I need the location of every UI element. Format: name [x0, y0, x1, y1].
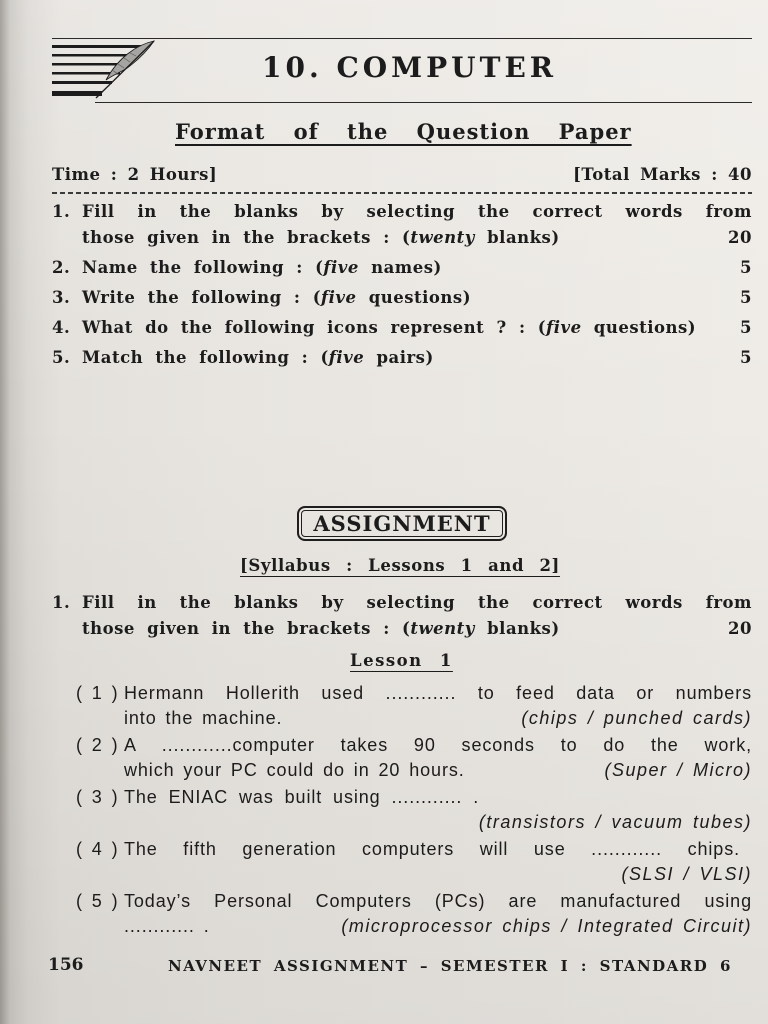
blank-text-line: Hermann Hollerith used ............ to feed data or numbers	[124, 683, 752, 703]
item-emphasis: five	[323, 258, 359, 277]
blank-answer-row	[124, 810, 752, 835]
item-row	[82, 253, 752, 283]
blank-options: (transistors / vacuum tubes)	[478, 812, 752, 832]
blank-answer-row	[124, 706, 752, 731]
item-row	[82, 343, 752, 373]
blank-text-continued: ............ .	[124, 916, 210, 936]
item-text-end: questions)	[356, 288, 472, 307]
format-item	[52, 313, 752, 343]
total-marks-label: [Total Marks : 40	[573, 165, 752, 184]
lesson-heading: Lesson 1	[350, 651, 453, 670]
item-marks: 5	[740, 348, 752, 367]
item-text-end: pairs)	[364, 348, 434, 367]
item-text	[82, 253, 442, 283]
question-text-line: Fill in the blanks by selecting the correct words from	[82, 593, 752, 612]
blank-text-line: The ENIAC was built using ............ .	[124, 787, 480, 807]
blank-number: ( 1 )	[76, 683, 119, 703]
blank-text-continued: into the machine.	[124, 708, 283, 728]
blank-question	[76, 785, 752, 835]
assignment-title: ASSIGNMENT	[313, 511, 491, 536]
blank-text-line: Today’s Personal Computers (PCs) are manufactured using	[124, 891, 752, 911]
question-text-end: blanks)	[474, 619, 560, 638]
question-item	[52, 590, 752, 642]
blank-text-continued: which your PC could do in 20 hours.	[124, 760, 465, 780]
blank-question	[76, 889, 752, 939]
book-title: NAVNEET ASSIGNMENT – SEMESTER I : STANDARD 6	[168, 957, 732, 975]
question-marks: 20	[728, 619, 752, 638]
format-item	[52, 199, 752, 251]
blank-list	[76, 681, 752, 941]
item-number: 5.	[52, 348, 71, 367]
question-row	[82, 616, 752, 642]
item-text	[82, 225, 560, 251]
assignment-title-box	[297, 506, 507, 541]
blank-number: ( 5 )	[76, 891, 119, 911]
header-bottom-rule	[95, 102, 752, 103]
item-emphasis: five	[328, 348, 365, 367]
item-text-start: those given in the brackets : (	[82, 228, 411, 247]
item-number: 2.	[52, 258, 71, 277]
format-item	[52, 343, 752, 373]
quill-pen-icon	[52, 40, 156, 102]
item-number: 4.	[52, 318, 71, 337]
item-marks: 5	[740, 288, 752, 307]
item-text-start: Name the following : (	[82, 258, 324, 277]
header-top-rule	[52, 38, 752, 39]
item-emphasis: five	[546, 318, 582, 337]
item-text-line: Fill in the blanks by selecting the correct words from	[82, 202, 752, 221]
syllabus-label: [Syllabus : Lessons 1 and 2]	[240, 556, 560, 575]
item-text	[82, 343, 434, 373]
question-text	[82, 616, 560, 642]
assignment-question	[52, 590, 752, 642]
question-emphasis: twenty	[410, 619, 475, 638]
blank-number: ( 4 )	[76, 839, 119, 859]
format-heading: Format of the Question Paper	[175, 119, 632, 144]
item-text-end: blanks)	[474, 228, 560, 247]
item-row	[82, 225, 752, 251]
blank-answer-row	[124, 914, 752, 939]
item-text-start: Write the following : (	[82, 288, 322, 307]
question-text-start: those given in the brackets : (	[82, 619, 411, 638]
item-row	[82, 313, 752, 343]
format-item	[52, 253, 752, 283]
question-number: 1.	[52, 593, 71, 612]
blank-number: ( 3 )	[76, 787, 119, 807]
item-emphasis: twenty	[410, 228, 475, 247]
blank-answer-row	[124, 758, 752, 783]
item-number: 3.	[52, 288, 71, 307]
blank-question	[76, 681, 752, 731]
item-emphasis: five	[321, 288, 357, 307]
time-label: Time : 2 Hours]	[52, 165, 218, 184]
chapter-title: 10. COMPUTER	[262, 51, 558, 84]
blank-question	[76, 733, 752, 783]
item-text-start: What do the following icons represent ? : (	[82, 318, 547, 337]
time-marks-row	[52, 163, 752, 187]
item-text-end: questions)	[581, 318, 697, 337]
item-text	[82, 283, 471, 313]
item-text-start: Match the following : (	[82, 348, 329, 367]
item-row	[82, 283, 752, 313]
blank-number: ( 2 )	[76, 735, 119, 755]
item-text-end: names)	[358, 258, 442, 277]
item-marks: 5	[740, 258, 752, 277]
item-number: 1.	[52, 202, 71, 221]
page-number: 156	[48, 955, 84, 975]
blank-options: (microprocessor chips / Integrated Circuit)	[341, 916, 752, 936]
blank-text-line: The fifth generation computers will use ............ chips.	[124, 839, 740, 859]
blank-options: (Super / Micro)	[604, 760, 752, 780]
dashed-divider	[52, 192, 752, 194]
format-item	[52, 283, 752, 313]
item-marks: 20	[728, 228, 752, 247]
item-text	[82, 313, 696, 343]
item-marks: 5	[740, 318, 752, 337]
blank-options: (chips / punched cards)	[521, 708, 752, 728]
blank-options: (SLSI / VLSI)	[621, 864, 752, 884]
blank-question	[76, 837, 752, 887]
blank-text-line: A ............computer takes 90 seconds to do the work,	[124, 735, 752, 755]
format-list	[52, 199, 752, 373]
blank-answer-row	[124, 862, 752, 887]
